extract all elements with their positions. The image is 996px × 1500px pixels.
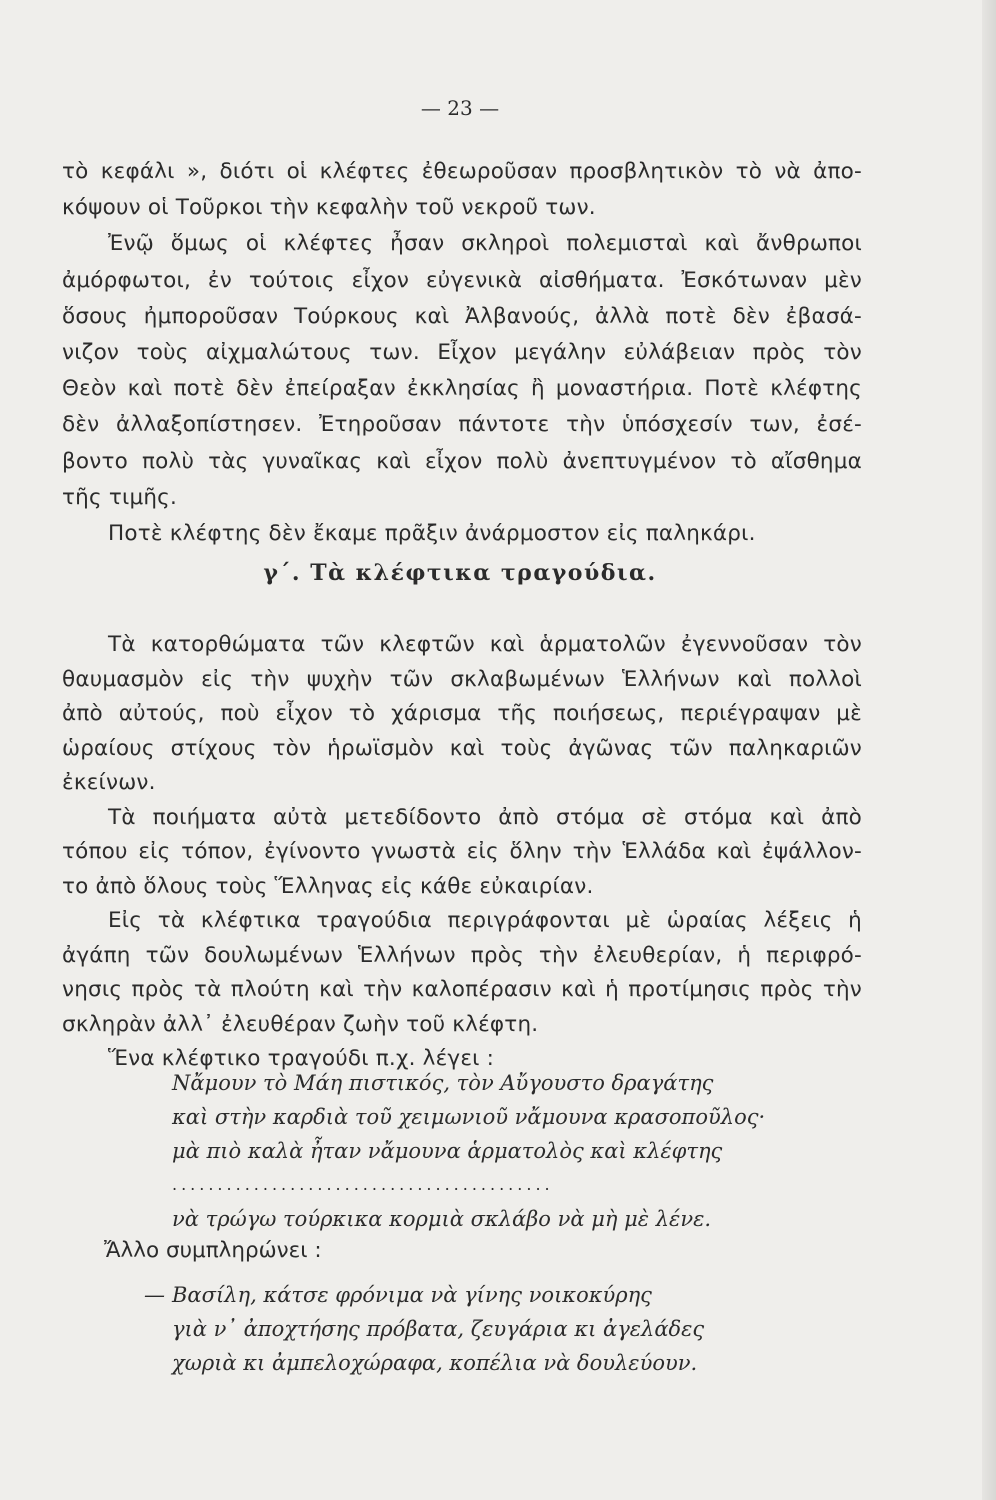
- text-line: Τὰ κατορθώματα τῶν κλεφτῶν καὶ ἁρματολῶν ἐγεννοῦσαν τὸν: [108, 632, 862, 657]
- intro-line: Ἄλλο συμπληρώνει :: [104, 1238, 322, 1263]
- text-line: Ἐνῷ ὅμως οἱ κλέφτες ἦσαν σκληροὶ πολεμισταὶ καὶ ἄνθρωποι: [108, 231, 862, 257]
- poem-line: γιὰ ν᾽ ἀποχτήσης πρόβατα, ζευγάρια κι ἀγελάδες: [172, 1317, 705, 1341]
- poem-line: νὰ τρώγω τούρκικα κορμιὰ σκλάβο νὰ μὴ μὲ λένε.: [172, 1207, 712, 1231]
- text-line: Ποτὲ κλέφτης δὲν ἔκαμε πρᾶξιν ἀνάρμοστον εἰς παληκάρι.: [108, 521, 756, 547]
- text-line: ὅσους ἠμποροῦσαν Τούρκους καὶ Ἀλβανούς, ἀλλὰ ποτὲ δὲν ἐβασά-: [62, 303, 862, 329]
- poem-line: μὰ πιὸ καλὰ ἦταν νἄμουνα ἁρματολὸς καὶ κλέφτης: [172, 1139, 723, 1163]
- text-line: κόψουν οἱ Τοῦρκοι τὴν κεφαλὴν τοῦ νεκροῦ των.: [62, 195, 596, 221]
- text-line: βοντο πολὺ τὰς γυναῖκας καὶ εἶχον πολὺ ἀνεπτυγμένον τὸ αἴσθημα: [62, 448, 862, 474]
- text-line: ἀγάπη τῶν δουλωμένων Ἑλλήνων πρὸς τὴν ἐλευθερίαν, ἡ περιφρό-: [62, 942, 862, 968]
- text-line: Εἰς τὰ κλέφτικα τραγούδια περιγράφονται μὲ ὡραίας λέξεις ἡ: [108, 908, 862, 933]
- paragraph-kleftes-ethos: [62, 154, 862, 552]
- ellipsis-line: ..........................................: [172, 1175, 554, 1194]
- text-line: τῆς τιμῆς.: [62, 484, 178, 510]
- text-line: ἐκείνων.: [62, 770, 156, 795]
- text-line: τόπου εἰς τόπον, ἐγίνοντο γνωστὰ εἰς ὅλην τὴν Ἑλλάδα καὶ ἐψάλλον-: [62, 839, 862, 864]
- text-line: Θεὸν καὶ ποτὲ δὲν ἐπείραξαν ἐκκλησίας ἢ μοναστήρια. Ποτὲ κλέφτης: [62, 376, 862, 402]
- text-line: δὲν ἀλλαξοπίστησεν. Ἐτηροῦσαν πάντοτε τὴν ὑπόσχεσίν των, ἐσέ-: [62, 412, 862, 438]
- text-line: τὸ κεφάλι », διότι οἱ κλέφτες ἐθεωροῦσαν προσβλητικὸν τὸ νὰ ἀπο-: [62, 159, 862, 184]
- text-line: Ἕνα κλέφτικο τραγούδι π.χ. λέγει :: [108, 1046, 495, 1071]
- paragraph-kleftika-songs: [62, 628, 862, 1077]
- text-line: ἀμόρφωτοι, ἐν τούτοις εἶχον εὐγενικὰ αἰσθήματα. Ἐσκότωναν μὲν: [62, 267, 862, 293]
- section-heading: γ΄. Τὰ κλέφτικα τραγούδια.: [263, 560, 657, 586]
- page-number: — 23 —: [420, 96, 500, 120]
- text-line: το ἀπὸ ὅλους τοὺς Ἕλληνας εἰς κάθε εὐκαιρίαν.: [62, 873, 594, 899]
- text-line: νησις πρὸς τὰ πλούτη καὶ τὴν καλοπέρασιν καὶ ἡ προτίμησις πρὸς τὴν: [62, 977, 862, 1002]
- poem-line: καὶ στὴν καρδιὰ τοῦ χειμωνιοῦ νἄμουνα κρασοποῦλος·: [172, 1105, 766, 1129]
- poem-line: χωριὰ κι ἀμπελοχώραφα, κοπέλια νὰ δουλεύουν.: [172, 1351, 698, 1375]
- text-line: ὡραίους στίχους τὸν ἡρωϊσμὸν καὶ τοὺς ἀγῶνας τῶν παληκαριῶν: [62, 735, 862, 761]
- poem-line-first: [144, 1278, 744, 1312]
- text-line: θαυμασμὸν εἰς τὴν ψυχὴν τῶν σκλαβωμένων Ἑλλήνων καὶ πολλοὶ: [62, 666, 862, 692]
- poem-line-text: Βασίλη, κάτσε φρόνιμα νὰ γίνης νοικοκύρης: [172, 1283, 652, 1307]
- poem-excerpt-1: [172, 1066, 772, 1236]
- text-line: νιζον τοὺς αἰχμαλώτους των. Εἶχον μεγάλην εὐλάβειαν πρὸς τὸν: [62, 340, 862, 366]
- poem-excerpt-2: [144, 1278, 744, 1380]
- poem-line: Νἄμουν τὸ Μάη πιστικός, τὸν Αὔγουστο δραγάτης: [172, 1071, 714, 1095]
- text-line: ἀπὸ αὐτούς, ποὺ εἶχον τὸ χάρισμα τῆς ποιήσεως, περιέγραψαν μὲ: [62, 701, 862, 726]
- text-line: σκληρὰν ἀλλ᾽ ἐλευθέραν ζωὴν τοῦ κλέφτη.: [62, 1011, 539, 1037]
- text-line: Τὰ ποιήματα αὐτὰ μετεδίδοντο ἀπὸ στόμα σὲ στόμα καὶ ἀπὸ: [108, 804, 862, 830]
- em-dash: —: [144, 1283, 165, 1307]
